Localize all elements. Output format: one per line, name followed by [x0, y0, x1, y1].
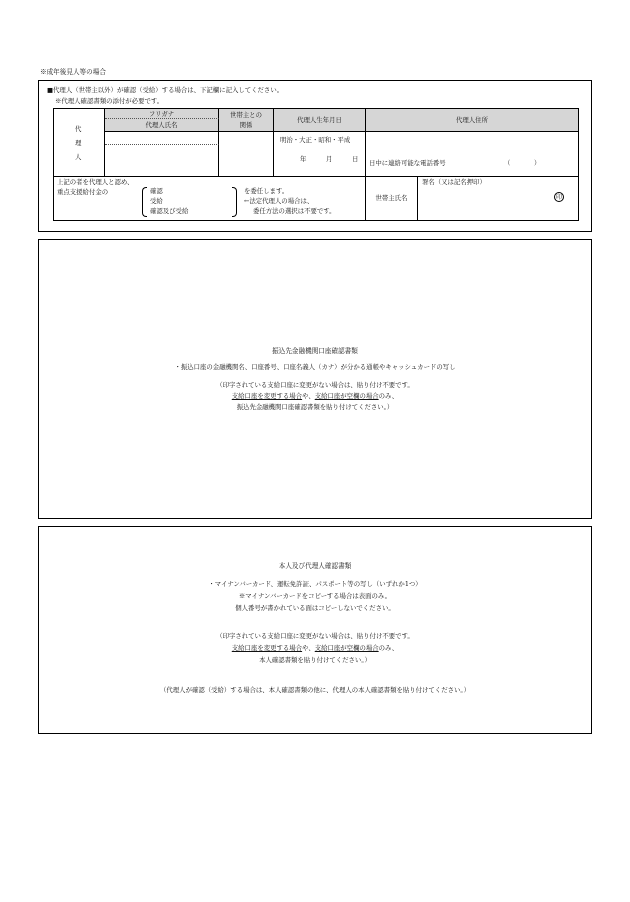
- identity-doc-bullet: ・マイナンバーカード、運転免許証、パスポート等の写し（いずれか1つ）: [208, 580, 422, 588]
- identity-doc-section: 本人及び代理人確認書類 ・マイナンバーカード、運転免許証、パスポート等の写し（いずれか1つ） ※マイナンバーカードをコピーする場合は表面のみ。 個人番号が書かれている面はコピーしないでください。 （印字されている支給口座に変更がない場合は、貼り付け不要です。 支給口座を変更する場合や、支給口座が空欄の場合のみ、 本人確認書類を貼り付けてください。） （代理人が確認（受給）する場合は、本人確認書類の他に、代理人の本人確認書類を貼り付けてください。）: [38, 526, 592, 734]
- delegation-table: [53, 176, 579, 221]
- option-confirm[interactable]: 確認: [150, 187, 163, 195]
- bank-doc-section: 振込先金融機関口座確認書類 ・振込口座の金融機関名、口座番号、口座名義人（カナ）が分かる通帳やキャッシュカードの写し （印字されている支給口座に変更がない場合は、貼り付け不要です。 支給口座を変更する場合や、支給口座が空欄の場合のみ、 振込先金融機関口座確認書類を貼り付けてください。）: [38, 239, 592, 519]
- seal-icon: 印: [555, 194, 562, 201]
- address-field[interactable]: 日中に連絡可能な電話番号 （ ）: [369, 159, 541, 167]
- identity-doc-title: 本人及び代理人確認書類: [278, 562, 352, 570]
- bank-doc-title: 振込先金融機関口座確認書類: [272, 347, 358, 355]
- brace-left: [142, 187, 147, 217]
- birth-field[interactable]: 明治・大正・昭和・平成 年 月 日: [274, 132, 366, 176]
- agent-section: [38, 80, 592, 232]
- furigana-field[interactable]: [105, 132, 219, 145]
- section-title: ※成年後見人等の場合: [40, 68, 106, 76]
- phone-label: 日中に連絡可能な電話番号: [369, 159, 446, 167]
- address-header: 代理人住所: [366, 109, 578, 132]
- bank-doc-bullet: ・振込口座の金融機関名、口座番号、口座名義人（カナ）が分かる通帳やキャッシュカードの写し: [174, 363, 456, 371]
- bank-doc-condition: 支給口座を変更する場合や、支給口座が空欄の場合のみ、: [231, 392, 399, 400]
- householder-signature-field[interactable]: 署名（又は記名押印） 印: [422, 178, 562, 201]
- option-both[interactable]: 確認及び受給: [150, 207, 189, 215]
- identity-agent-note: （代理人が確認（受給）する場合は、本人確認書類の他に、代理人の本人確認書類を貼り付けてください。）: [160, 686, 470, 694]
- brace-right: [232, 187, 237, 217]
- birth-header: 代理人生年月日: [274, 109, 366, 132]
- option-receive[interactable]: 受給: [150, 197, 163, 205]
- householder-label-cell: 世帯主氏名: [366, 177, 418, 220]
- identity-doc-condition: 支給口座を変更する場合や、支給口座が空欄の場合のみ、: [231, 644, 399, 652]
- furigana-header: フリガナ: [105, 109, 219, 119]
- agent-note: ■代理人（世帯主以外）が確認（受給）する場合は、下記欄に記入してください。: [47, 86, 284, 94]
- agent-table: [53, 108, 579, 177]
- delegation-text: 上記の者を代理人と認め、 重点支援給付金の 確認 受給 確認及び受給 を委任します。 ←法定代理人の場合は、 委任方法の選択は不要です。: [54, 177, 366, 220]
- relation-field[interactable]: [219, 132, 274, 176]
- era-options: 明治・大正・昭和・平成: [280, 136, 351, 144]
- agent-row-label: 代 理 人: [54, 109, 105, 176]
- relation-header: 世帯主との 関係: [219, 109, 274, 132]
- agent-name-field[interactable]: [105, 145, 219, 176]
- agent-doc-note: ※代理人確認書類の添付が必要です。: [55, 97, 164, 105]
- agent-name-header: 代理人氏名: [105, 119, 219, 132]
